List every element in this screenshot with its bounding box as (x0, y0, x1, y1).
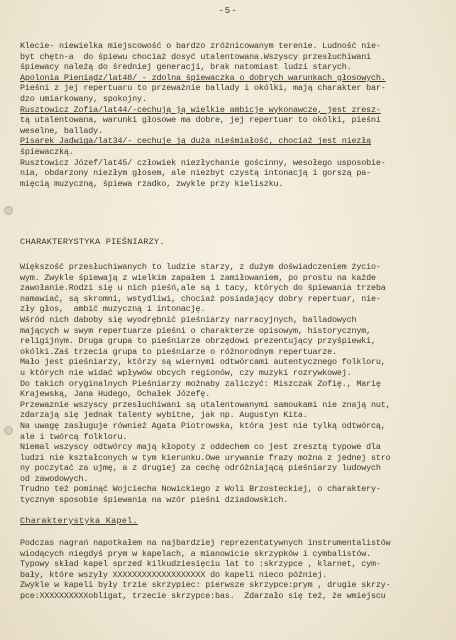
text-line: byt chętn-a do śpiewu chociaż dosyć utalentowana.Wszyscy przesłuchiwani (20, 51, 372, 62)
text-line: nia, obdarzony niezłym głosem, ale niezbyt czystą intonacją i gorszą pa- (20, 168, 372, 179)
text-line: Pieśni z jej repertuaru to przeważnie ballady i okólki, mają charakter bar- (20, 83, 386, 94)
text-line: wym. Zwykle śpiewają z wielkim zapałem i zamiłowaniem, po prostu na każde (20, 272, 376, 283)
text-line: Podczas nagrań napotkałem na najbardziej reprezentatywnych instrumentalistów (20, 538, 391, 548)
punch-hole (4, 426, 13, 435)
text-line: weselne, ballady. (20, 125, 103, 136)
intro-paragraph (20, 41, 448, 189)
text-line: Trudno też pominąć Wojciecha Nowickiego z Woli Brzosteckiej, o charaktery- (20, 484, 381, 495)
text-line: Niemal wszyscy odtwórcy mają kłopoty z oddechem co jest zresztą typowe dla (20, 442, 381, 453)
text-line: od zawodowych. (20, 473, 89, 484)
text-line: Na uwagę zasługuje również Agata Piotrowska, która jest nie tylką odtwórcą, (20, 420, 386, 431)
text-line: mięcią muzyczną, śpiewa rzadko, zwykle przy kieliszku. (20, 178, 284, 189)
singers-paragraph (20, 262, 448, 506)
text-line: Klecie- niewielka miejscowość o bardzo zróżnicowanym terenie. Ludność nie- (20, 41, 381, 51)
text-line: ludzi nie kształconych w tym kierunku.Owe urywanie frazy można z jednej stro (20, 452, 391, 463)
text-line: Zwykle w kapeli były trzie skrzypiec: pierwsze skrzypce:prym , drugie skrzy- (20, 580, 391, 591)
text-line: religijnym. Druga grupa to pieśniarze obrzędowi prezentujący przyśpiewki, (20, 336, 376, 347)
text-line: zdarzają się jednak talenty wybitne, jak np. Augustyn Kita. (20, 410, 308, 421)
text-line: tycznym sposobie śpiewania na wzór pieśni dziadowskich. (20, 495, 289, 506)
text-line: ale i twórcą folkloru. (20, 431, 128, 442)
text-line: śpiewaczką. (20, 146, 74, 157)
text-line: Apolonia Pieniądz/lat48/ - zdolna śpiewaczka o dobrych warunkach głosowych. (20, 72, 386, 83)
text-line: u których nie widać wpływów obcych regionów, czy muzyki rozrywkowej. (20, 367, 352, 378)
text-line: zły głos, ambić muzyczną i intonację. (20, 304, 206, 315)
text-line: Rusztowicz Zofia/lat44/-cechują ją wielkie ambicje wykonawcze, jest zresz- (20, 104, 381, 115)
text-line: pce:XXXXXXXXXXobligat, trzecie skrzypce:bas. Zdarzało się też, że wmiejscu (20, 590, 386, 601)
text-line: zawołanie.Rodzi się u nich pieśń,ale są i tacy, których do śpiewania trzeba (20, 283, 386, 294)
text-line: Rusztowicz Józef/lat45/ człowiek niezłychanie gościnny, wesołego usposobie- (20, 157, 386, 168)
text-line: dzo umiarkowany, spokojny. (20, 93, 147, 104)
text-line: śpiewacy należą do średniej generacji, brak natomiast ludzi starych. (20, 62, 352, 73)
text-line: bały, które wszyły XXXXXXXXXXXXXXXXXXX do kapeli nieco później. (20, 569, 328, 580)
text-line: ny poczytać za ujmę, a z drugiej za cechę odróżniającą pieśniarzy ludowych (20, 463, 381, 474)
text-line: mających w swym repertuarze pieśni o charakterze opisowym, historycznym, (20, 325, 372, 336)
text-line: Wśród nich daboby się wyodrębnić pieśniarzy narracyjnych, balladowych (20, 314, 357, 325)
text-line: Większość przesłuchiwanych to ludzie starzy, z dużym doświadczeniem życio- (20, 262, 381, 272)
text-line: Typowy skład kapel sprzed kilkudziesięciu lat to :skrzypce , klarnet, cym- (20, 559, 381, 570)
section-heading-bands: Charakterystyka Kapel. (20, 516, 138, 526)
text-line: okólki.Zaś trzecia grupa to pieśniarze o różnorodnym repertuarze. (20, 346, 337, 357)
punch-hole (4, 206, 13, 215)
page-number: -5- (218, 6, 238, 16)
text-line: wiodących niegdyś prym w kapelach, a mianowicie skrzypków i cymbalistów. (20, 548, 372, 559)
bands-paragraph (20, 538, 448, 602)
text-line: tą utalentowana, warunki głosowe ma dobre, jej repertuar to okólki, pieśni (20, 115, 381, 126)
text-line: Mało jest pieśniarzy, którzy są wiernymi odtwórcami autentycznego folkloru, (20, 357, 386, 368)
text-line: Przewaznie wszyscy przesłuchiwani są utalentowanymi samoukami nie znają nut, (20, 399, 391, 410)
text-line: Krajewską, Jana Hudego, Ochałek Józefę. (20, 389, 211, 400)
text-line: namawiać, są skromni, wstydliwi, chociaż posiadający dobry repertuar, nie- (20, 293, 381, 304)
section-heading-singers: CHARAKTERYSTYKA PIEŚNIARZY. (20, 237, 165, 247)
text-line: Do takich oryginalnych Pieśniarzy możnaby zaliczyć: Miszczak Zofię., Marię (20, 378, 381, 389)
text-line: Pisarek Jadwiga/lat34/- cechuje ją duża nieśmiałość, chociaż jest niezłą (20, 136, 372, 147)
